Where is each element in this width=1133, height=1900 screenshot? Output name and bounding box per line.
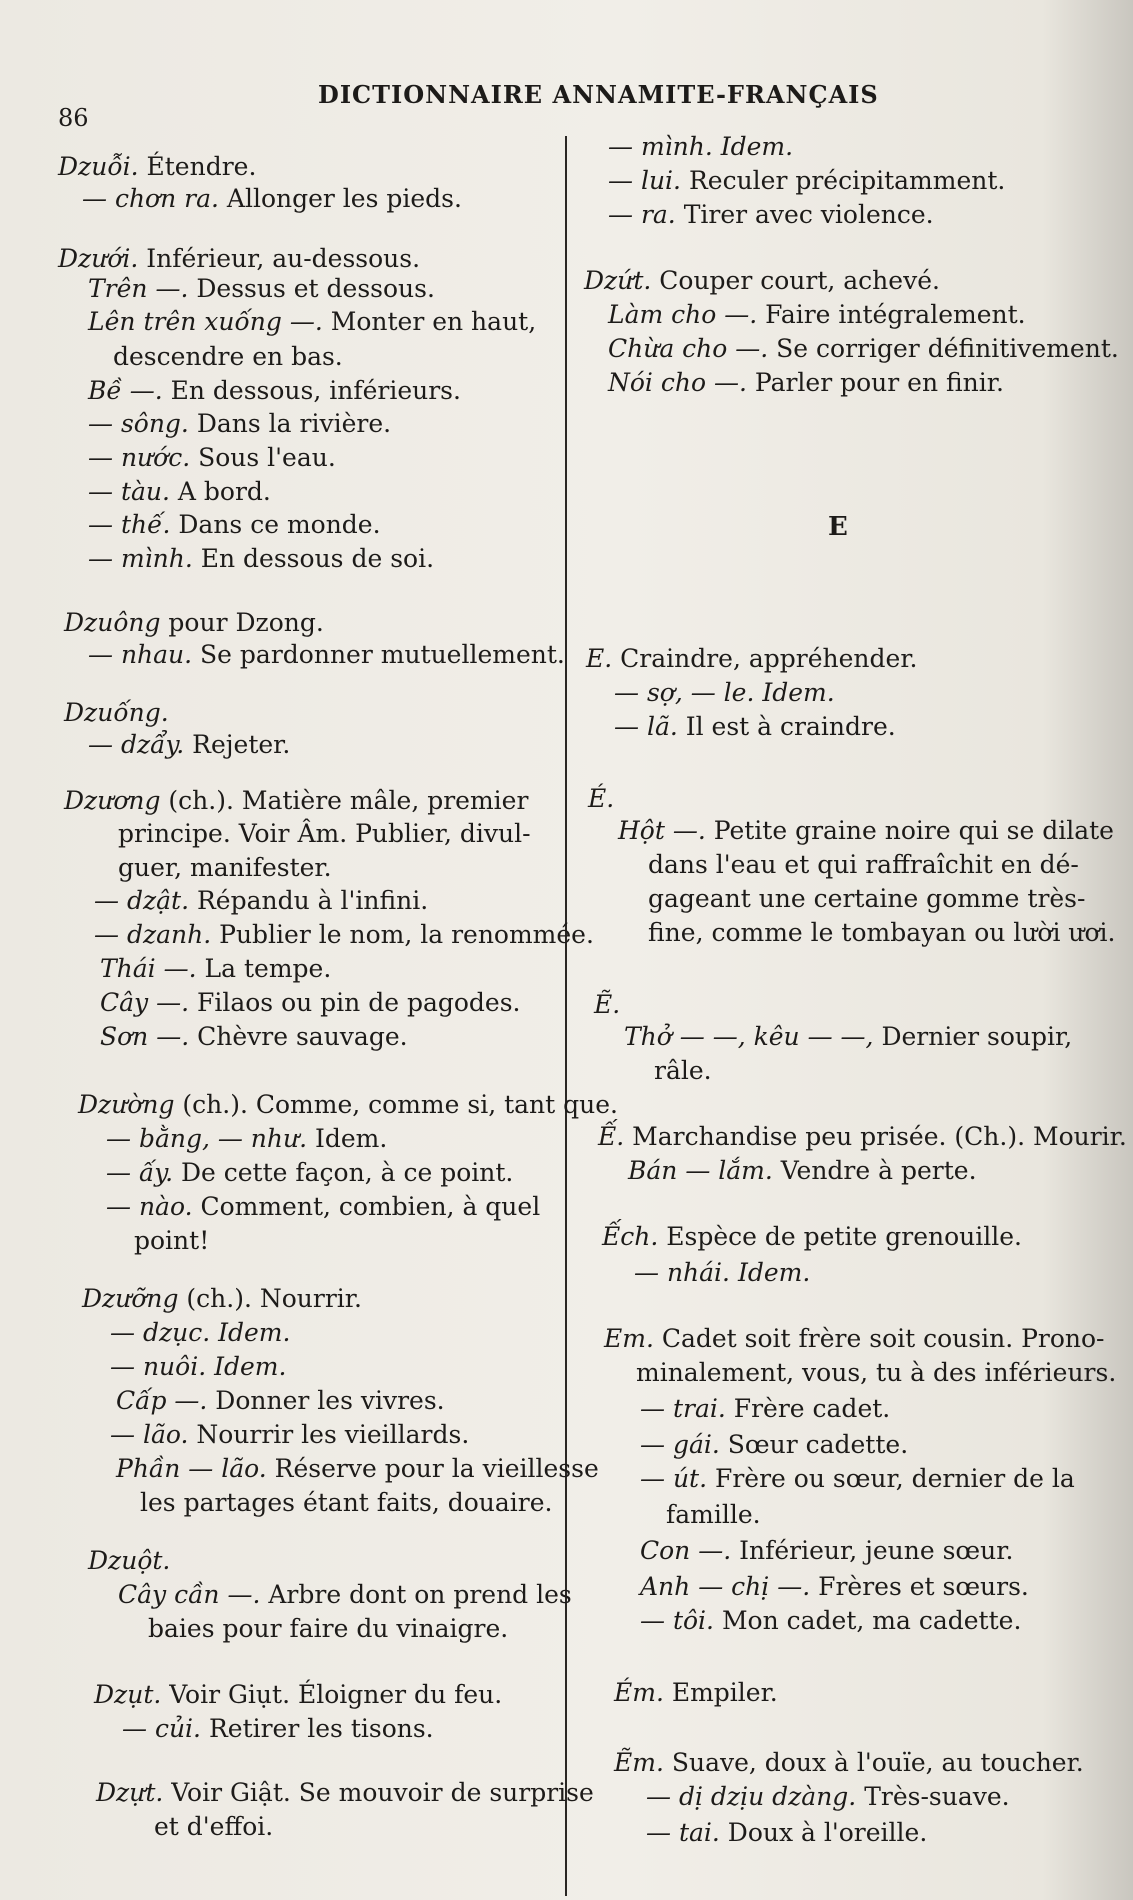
entry-line: — nước. Sous l'eau. xyxy=(88,443,336,472)
entry-line: — nhái. Idem. xyxy=(634,1258,811,1287)
entry-line: — út. Frère ou sœur, dernier de la xyxy=(640,1464,1075,1493)
entry-line: Làm cho —. Faire intégralement. xyxy=(608,300,1026,329)
entry-line: Thái —. La tempe. xyxy=(100,954,332,983)
entry-line: — ấy. De cette façon, à ce point. xyxy=(106,1158,514,1187)
entry-line: E. Craindre, appréhender. xyxy=(586,644,918,673)
entry-line: baies pour faire du vinaigre. xyxy=(148,1614,509,1643)
section-letter: E xyxy=(828,512,848,542)
entry-line: — bằng, — như. Idem. xyxy=(106,1124,388,1153)
entry-line: Em. Cadet soit frère soit cousin. Prono- xyxy=(604,1324,1105,1353)
entry-line: dans l'eau et qui raffraîchit en dé- xyxy=(648,850,1079,879)
entry-line: Cấp —. Donner les vivres. xyxy=(116,1386,445,1415)
entry-line: Anh — chị —. Frères et sœurs. xyxy=(640,1572,1029,1601)
entry-line: et d'effoi. xyxy=(154,1812,274,1841)
entry-line: — thế. Dans ce monde. xyxy=(88,510,381,539)
entry-line: Ẽm. Suave, doux à l'ouïe, au toucher. xyxy=(614,1748,1084,1777)
entry-line: Bề —. En dessous, inférieurs. xyxy=(88,376,461,405)
running-title: DICTIONNAIRE ANNAMITE-FRANÇAIS xyxy=(318,80,879,109)
entry-line: Dzụt. Voir Giụt. Éloigner du feu. xyxy=(94,1680,503,1709)
entry-line: Dzuỗi. Étendre. xyxy=(58,152,257,181)
entry-line: famille. xyxy=(666,1500,761,1529)
entry-line: — mình. En dessous de soi. xyxy=(88,544,435,573)
entry-line: guer, manifester. xyxy=(118,853,332,882)
entry-line: les partages étant faits, douaire. xyxy=(140,1488,553,1517)
entry-line: — sông. Dans la rivière. xyxy=(88,409,392,438)
entry-line: Trên —. Dessus et dessous. xyxy=(88,274,435,303)
entry-line: fine, comme le tombayan ou lười ươi. xyxy=(648,918,1116,947)
entry-line: — dzục. Idem. xyxy=(110,1318,291,1347)
entry-line: Bán — lắm. Vendre à perte. xyxy=(628,1156,977,1185)
entry-line: — nuôi. Idem. xyxy=(110,1352,287,1381)
entry-line: — nào. Comment, combien, à quel xyxy=(106,1192,541,1221)
entry-line: Dzương (ch.). Matière mâle, premier xyxy=(64,786,529,815)
entry-line: — tôi. Mon cadet, ma cadette. xyxy=(640,1606,1022,1635)
entry-line: Cây —. Filaos ou pin de pagodes. xyxy=(100,988,521,1017)
entry-line: Con —. Inférieur, jeune sœur. xyxy=(640,1536,1014,1565)
entry-line: — ra. Tirer avec violence. xyxy=(608,200,934,229)
entry-line: descendre en bas. xyxy=(113,342,343,371)
entry-line: Dzuông pour Dzong. xyxy=(64,608,324,637)
entry-line: — gái. Sœur cadette. xyxy=(640,1430,909,1459)
entry-line: — trai. Frère cadet. xyxy=(640,1394,891,1423)
entry-line: gageant une certaine gomme très- xyxy=(648,884,1086,913)
entry-line: Cây cần —. Arbre dont on prend les xyxy=(118,1580,572,1609)
entry-line: — sợ, — le. Idem. xyxy=(614,678,835,707)
entry-line: — lão. Nourrir les vieillards. xyxy=(110,1420,470,1449)
entry-line: — dị dzịu dzàng. Très-suave. xyxy=(646,1782,1010,1811)
entry-line: Ẽ. xyxy=(594,990,621,1019)
entry-line: Ếch. Espèce de petite grenouille. xyxy=(602,1222,1022,1251)
entry-line: râle. xyxy=(654,1056,712,1085)
entry-line: Dzuột. xyxy=(88,1546,171,1575)
entry-line: — nhau. Se pardonner mutuellement. xyxy=(88,640,565,669)
page-number: 86 xyxy=(58,104,89,132)
entry-line: Nói cho —. Parler pour en finir. xyxy=(608,368,1004,397)
entry-line: point! xyxy=(134,1226,210,1255)
entry-line: — tàu. A bord. xyxy=(88,477,271,506)
entry-line: Dzưới. Inférieur, au-dessous. xyxy=(58,244,421,273)
entry-line: — lui. Reculer précipitamment. xyxy=(608,166,1006,195)
entry-line: Dzựt. Voir Giật. Se mouvoir de surprise xyxy=(96,1778,594,1807)
entry-line: principe. Voir Âm. Publier, divul- xyxy=(118,819,531,848)
entry-line: — củi. Retirer les tisons. xyxy=(122,1714,434,1743)
entry-line: Thở — —, kêu — —, Dernier soupir, xyxy=(624,1022,1073,1051)
entry-line: — dzanh. Publier le nom, la renommée. xyxy=(94,920,594,949)
column-divider xyxy=(565,136,567,1896)
entry-line: Hột —. Petite graine noire qui se dilate xyxy=(618,816,1114,845)
entry-line: Chừa cho —. Se corriger définitivement. xyxy=(608,334,1119,363)
entry-line: Dzứt. Couper court, achevé. xyxy=(584,266,940,295)
entry-line: minalement, vous, tu à des inférieurs. xyxy=(636,1358,1117,1387)
entry-line: Dzường (ch.). Comme, comme si, tant que. xyxy=(78,1090,618,1119)
entry-line: Ém. Empiler. xyxy=(614,1678,778,1707)
entry-line: É. xyxy=(588,784,615,813)
entry-line: Dzuống. xyxy=(64,698,169,727)
entry-line: Sơn —. Chèvre sauvage. xyxy=(100,1022,408,1051)
entry-line: Dzưỡng (ch.). Nourrir. xyxy=(82,1284,362,1313)
entry-line: Ế. Marchandise peu prisée. (Ch.). Mourir. xyxy=(598,1122,1127,1151)
entry-line: Lên trên xuống —. Monter en haut, xyxy=(88,307,537,336)
entry-line: — dzẩy. Rejeter. xyxy=(88,730,291,759)
entry-line: — dzật. Répandu à l'infini. xyxy=(94,886,429,915)
entry-line: Phần — lão. Réserve pour la vieillesse xyxy=(116,1454,599,1483)
entry-line: — mình. Idem. xyxy=(608,132,794,161)
entry-line: — chơn ra. Allonger les pieds. xyxy=(82,184,462,213)
entry-line: — lã. Il est à craindre. xyxy=(614,712,896,741)
entry-line: — tai. Doux à l'oreille. xyxy=(646,1818,928,1847)
